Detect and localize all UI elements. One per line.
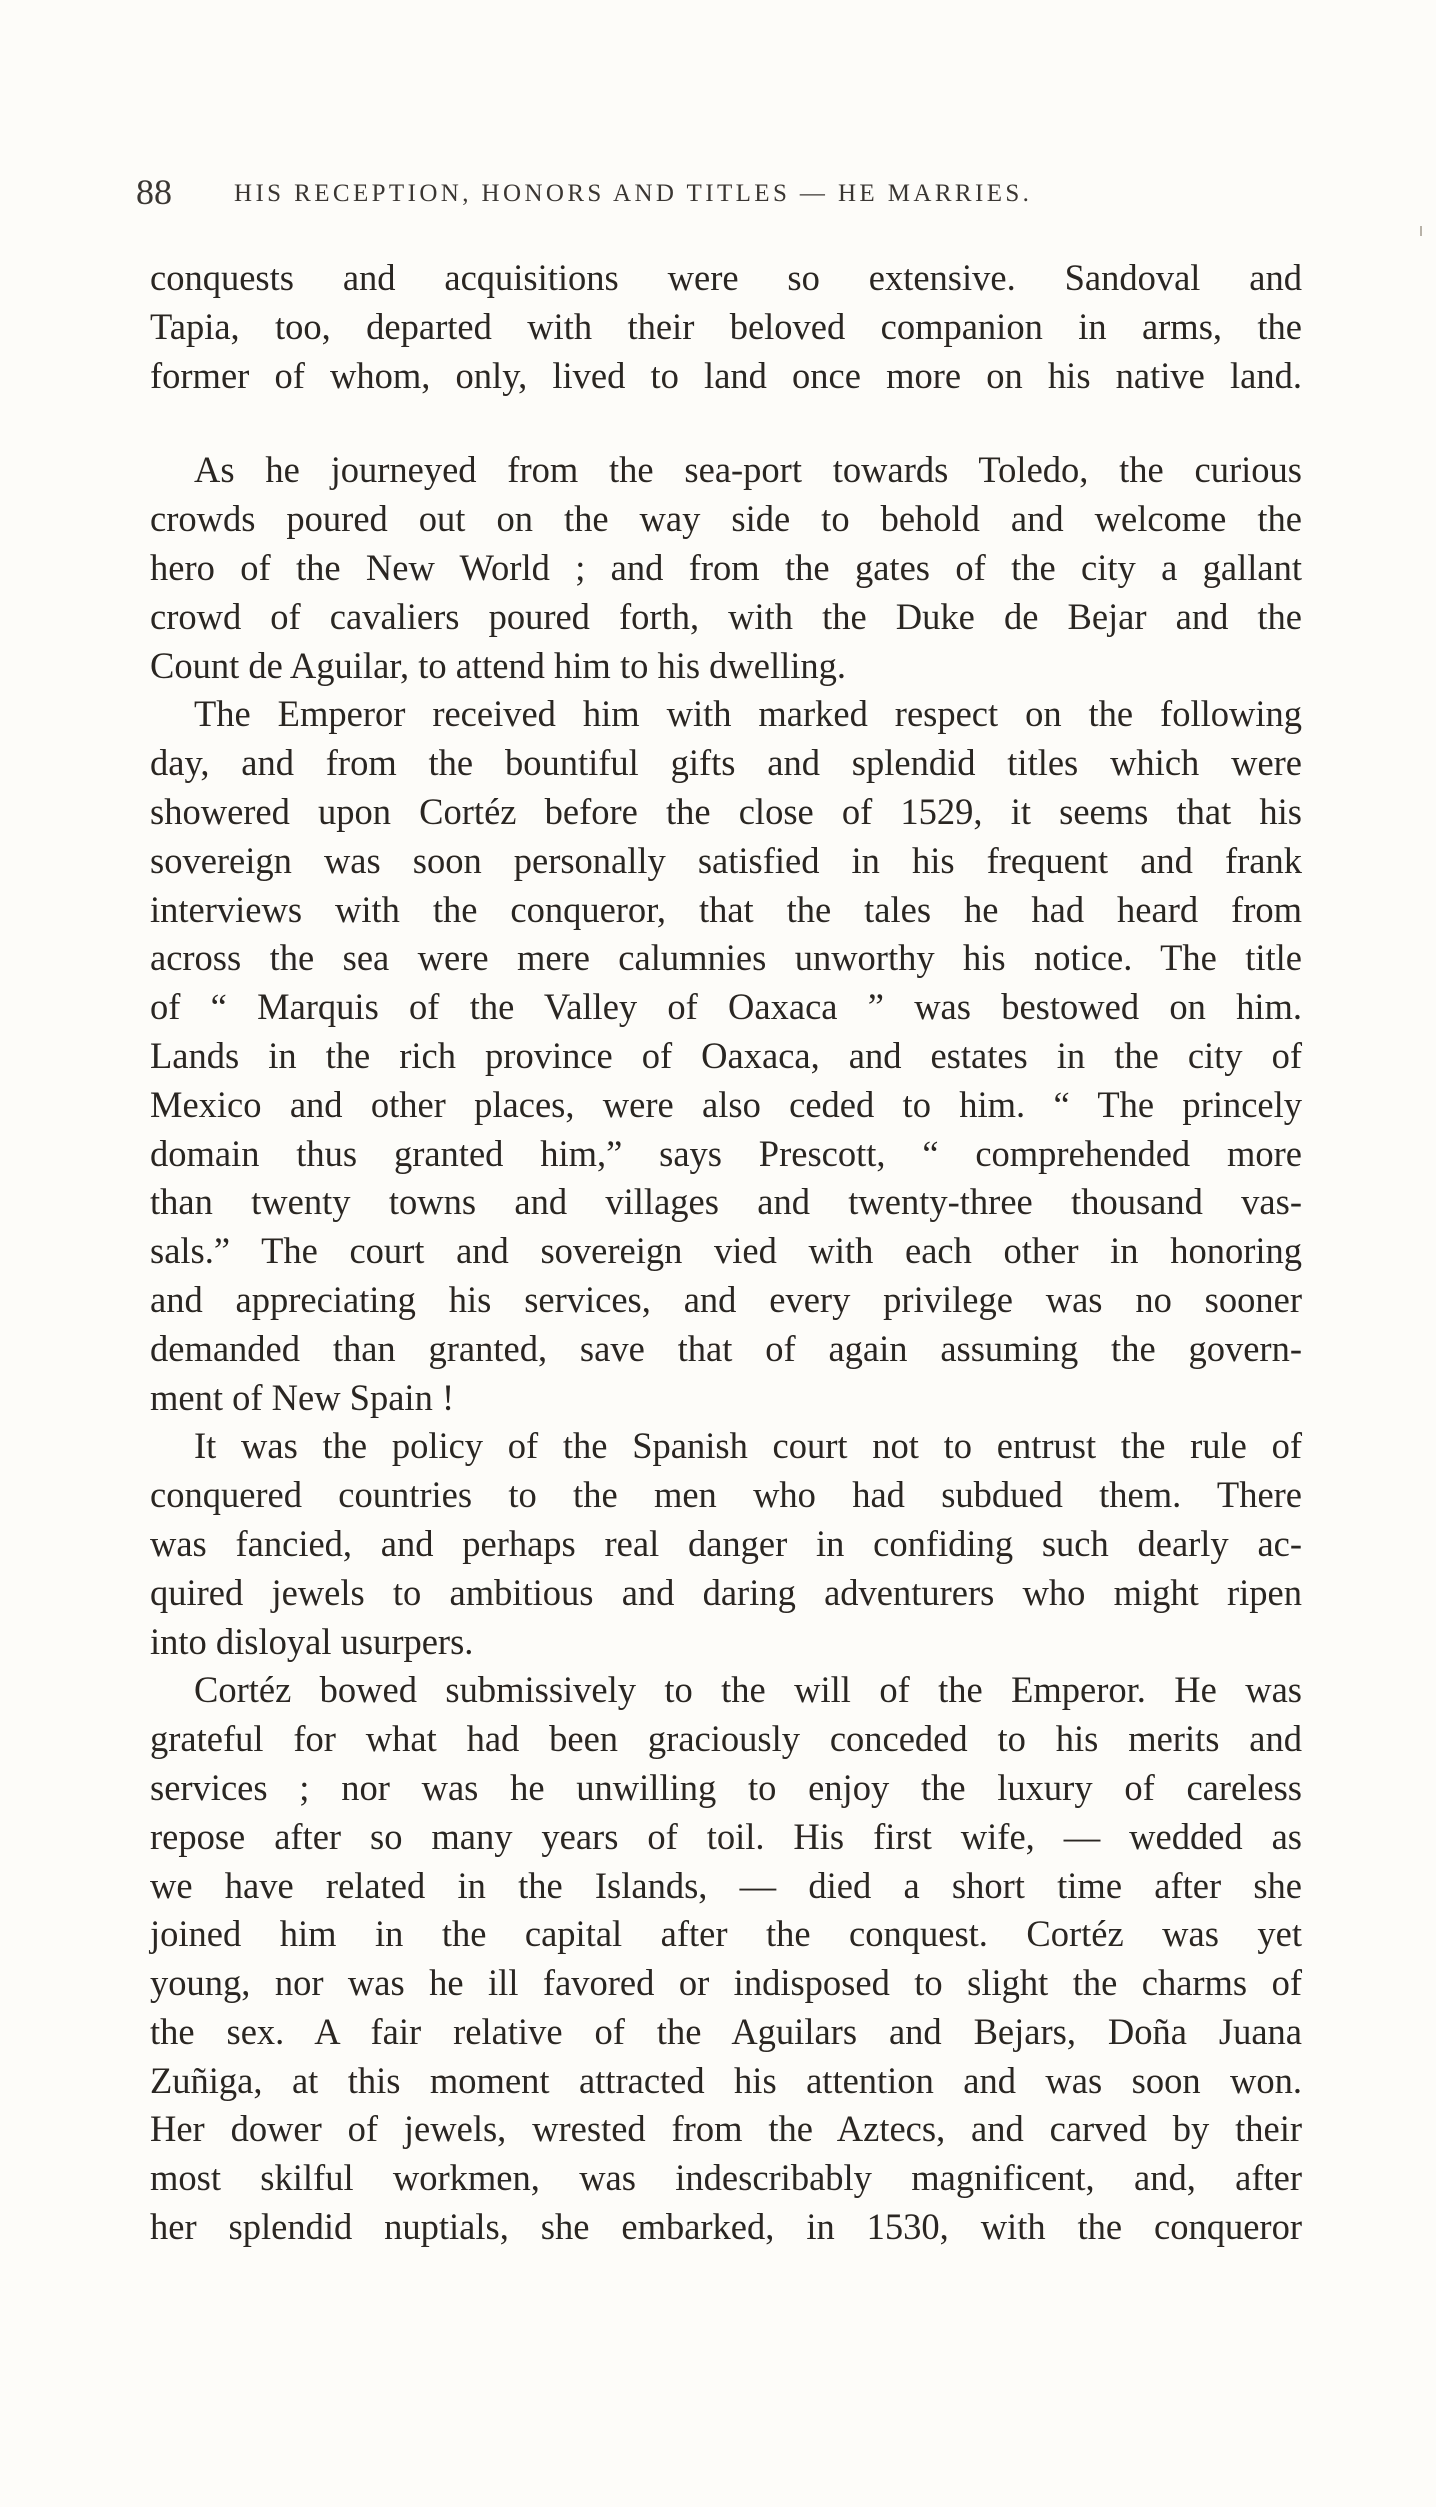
text-line: joined him in the capital after the conquest. Cortéz was yet [150,1913,1302,1955]
text-line: into disloyal usurpers. [150,1620,474,1662]
page-header [136,170,1256,220]
text-line: crowds poured out on the way side to behold and welcome the [150,498,1302,540]
text-line: former of whom, only, lived to land once more on his native land. [150,354,1302,396]
text-line: demanded than granted, save that of again assuming the govern- [150,1327,1302,1369]
text-line: her splendid nuptials, she embarked, in 1530, with the conqueror [150,2206,1302,2248]
text-line: of “ Marquis of the Valley of Oaxaca ” was bestowed on him. [150,986,1302,1028]
text-line: As he journeyed from the sea-port towards Toledo, the curious [194,449,1302,491]
text-line: It was the policy of the Spanish court not to entrust the rule of [194,1425,1302,1467]
text-line: crowd of cavaliers poured forth, with the Duke de Bejar and the [150,595,1302,637]
text-line: Zuñiga, at this moment attracted his attention and was soon won. [150,2059,1302,2101]
text-line: sals.” The court and sovereign vied with each other in honoring [150,1230,1302,1272]
margin-mark [1420,226,1422,236]
running-head: HIS RECEPTION, HONORS AND TITLES — HE MARRIES. [234,180,1033,207]
text-line: Mexico and other places, were also ceded to him. “ The princely [150,1083,1302,1125]
text-line: the sex. A fair relative of the Aguilars and Bejars, Doña Juana [150,2010,1302,2052]
text-line: grateful for what had been graciously conceded to his merits and [150,1718,1302,1760]
text-line: Cortéz bowed submissively to the will of the Emperor. He was [194,1669,1302,1711]
text-line: interviews with the conqueror, that the tales he had heard from [150,888,1302,930]
text-line: showered upon Cortéz before the close of 1529, it seems that his [150,790,1302,832]
text-line: services ; nor was he unwilling to enjoy the luxury of careless [150,1766,1302,1808]
paragraph [150,1666,1302,2252]
text-line: Lands in the rich province of Oaxaca, and estates in the city of [150,1034,1302,1076]
page-number: 88 [136,172,172,212]
text-line: Her dower of jewels, wrested from the Aztecs, and carved by their [150,2108,1302,2150]
text-line: young, nor was he ill favored or indisposed to slight the charms of [150,1962,1302,2004]
text-line: Count de Aguilar, to attend him to his dwelling. [150,644,847,686]
paragraph [150,690,1302,1422]
text-line: than twenty towns and villages and twenty-three thousand vas- [150,1181,1302,1223]
text-line: repose after so many years of toil. His first wife, — wedded as [150,1815,1302,1857]
text-line: ment of New Spain ! [150,1376,455,1418]
text-line: conquered countries to the men who had subdued them. There [150,1474,1302,1516]
text-line: quired jewels to ambitious and daring adventurers who might ripen [150,1571,1302,1613]
text-line: was fancied, and perhaps real danger in confiding such dearly ac- [150,1522,1302,1564]
text-line: and appreciating his services, and every privilege was no sooner [150,1278,1302,1320]
text-line: most skilful workmen, was indescribably magnificent, and, after [150,2157,1302,2199]
text-line: conquests and acquisitions were so extensive. Sandoval and [150,257,1302,298]
text-line: The Emperor received him with marked respect on the following [194,693,1302,735]
paragraph [150,446,1302,690]
text-line: day, and from the bountiful gifts and splendid titles which were [150,742,1302,784]
paragraph [150,1422,1302,1666]
paragraph [150,254,1302,400]
paragraph-gap [150,400,1302,446]
text-line: hero of the New World ; and from the gates of the city a gallant [150,546,1302,588]
text-line: across the sea were mere calumnies unworthy his notice. The title [150,937,1302,979]
body-text [150,254,1302,2252]
text-line: domain thus granted him,” says Prescott, “ comprehended more [150,1132,1302,1174]
text-line: Tapia, too, departed with their beloved companion in arms, the [150,305,1302,347]
text-line: sovereign was soon personally satisfied in his frequent and frank [150,839,1302,881]
text-line: we have related in the Islands, — died a short time after she [150,1864,1302,1906]
